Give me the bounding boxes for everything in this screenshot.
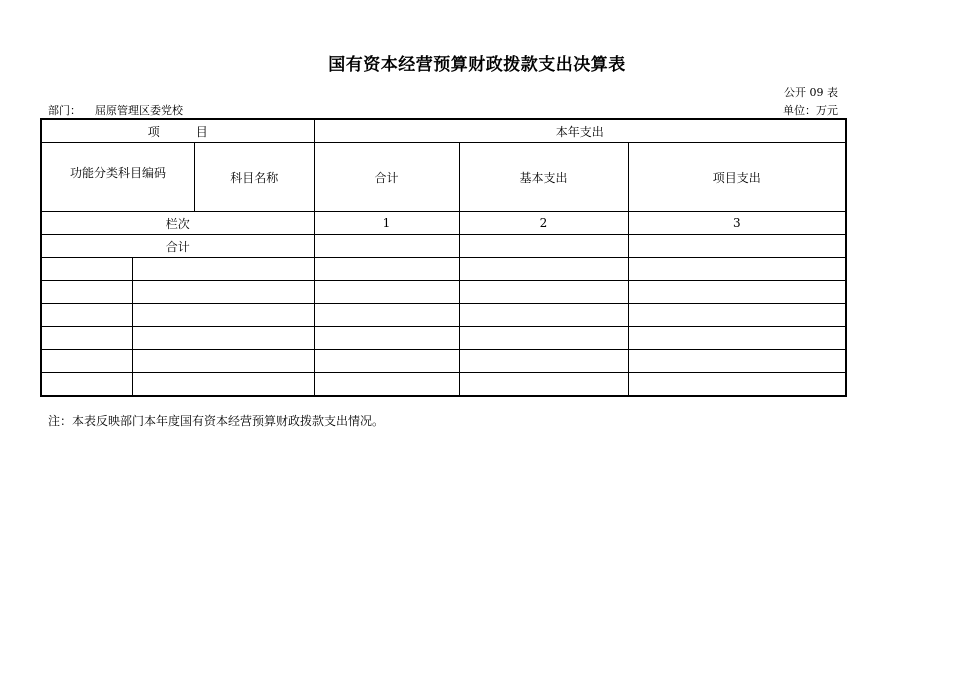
table-row bbox=[41, 258, 846, 281]
table-cell bbox=[628, 327, 846, 350]
total-cell-1 bbox=[314, 235, 459, 258]
table-cell bbox=[459, 281, 628, 304]
footnote: 注：本表反映部门本年度国有资本经营预算财政拨款支出情况。 bbox=[48, 414, 385, 428]
index-label: 栏次 bbox=[41, 212, 314, 235]
table-row bbox=[41, 350, 846, 373]
total-cell-2 bbox=[459, 235, 628, 258]
col-total-header: 合计 bbox=[314, 143, 459, 212]
table-cell bbox=[314, 304, 459, 327]
table-cell bbox=[628, 258, 846, 281]
table-cell bbox=[41, 373, 132, 397]
table-cell bbox=[628, 350, 846, 373]
header-row-1 bbox=[41, 119, 846, 143]
table-cell bbox=[314, 327, 459, 350]
table-row bbox=[41, 373, 846, 397]
page-title: 国有资本经营预算财政拨款支出决算表 bbox=[328, 55, 626, 75]
table-cell bbox=[459, 373, 628, 397]
table-cell bbox=[459, 304, 628, 327]
table-cell bbox=[628, 281, 846, 304]
table-cell bbox=[459, 350, 628, 373]
table-cell bbox=[314, 373, 459, 397]
table-cell bbox=[459, 258, 628, 281]
table-cell bbox=[41, 304, 132, 327]
table-cell bbox=[41, 258, 132, 281]
table-cell bbox=[132, 327, 314, 350]
header-item-right: 目 bbox=[195, 124, 208, 139]
table-cell bbox=[132, 304, 314, 327]
index-3: 3 bbox=[628, 212, 846, 235]
table-row bbox=[41, 327, 846, 350]
form-number: 公开 09 表 bbox=[784, 86, 838, 99]
table-cell bbox=[628, 304, 846, 327]
total-row bbox=[41, 235, 846, 258]
index-row bbox=[41, 212, 846, 235]
table-row bbox=[41, 304, 846, 327]
unit-label: 单位：万元 bbox=[783, 104, 838, 117]
col-code-header-label: 功能分类科目编码 bbox=[69, 166, 166, 180]
table-cell bbox=[41, 281, 132, 304]
col-basic-header: 基本支出 bbox=[459, 143, 628, 212]
table-cell bbox=[132, 281, 314, 304]
table-cell bbox=[314, 350, 459, 373]
table-cell bbox=[132, 373, 314, 397]
table-cell bbox=[314, 258, 459, 281]
header-year-expense: 本年支出 bbox=[314, 119, 846, 143]
table-cell bbox=[132, 350, 314, 373]
department-name: 屈原管理区委党校 bbox=[95, 104, 183, 117]
table-row bbox=[41, 281, 846, 304]
table-cell bbox=[314, 281, 459, 304]
header-item-left: 项 bbox=[147, 124, 160, 139]
expense-table bbox=[40, 118, 847, 397]
table-cell bbox=[41, 350, 132, 373]
header-item-cell bbox=[41, 119, 314, 143]
department-label: 部门： bbox=[48, 104, 81, 117]
table-cell bbox=[459, 327, 628, 350]
table-cell bbox=[41, 327, 132, 350]
table-cell bbox=[132, 258, 314, 281]
col-project-header: 项目支出 bbox=[628, 143, 846, 212]
department-line bbox=[48, 102, 183, 118]
col-name-header: 科目名称 bbox=[230, 170, 279, 185]
index-2: 2 bbox=[459, 212, 628, 235]
total-label: 合计 bbox=[41, 235, 314, 258]
total-cell-3 bbox=[628, 235, 846, 258]
index-1: 1 bbox=[314, 212, 459, 235]
table-cell bbox=[628, 373, 846, 397]
